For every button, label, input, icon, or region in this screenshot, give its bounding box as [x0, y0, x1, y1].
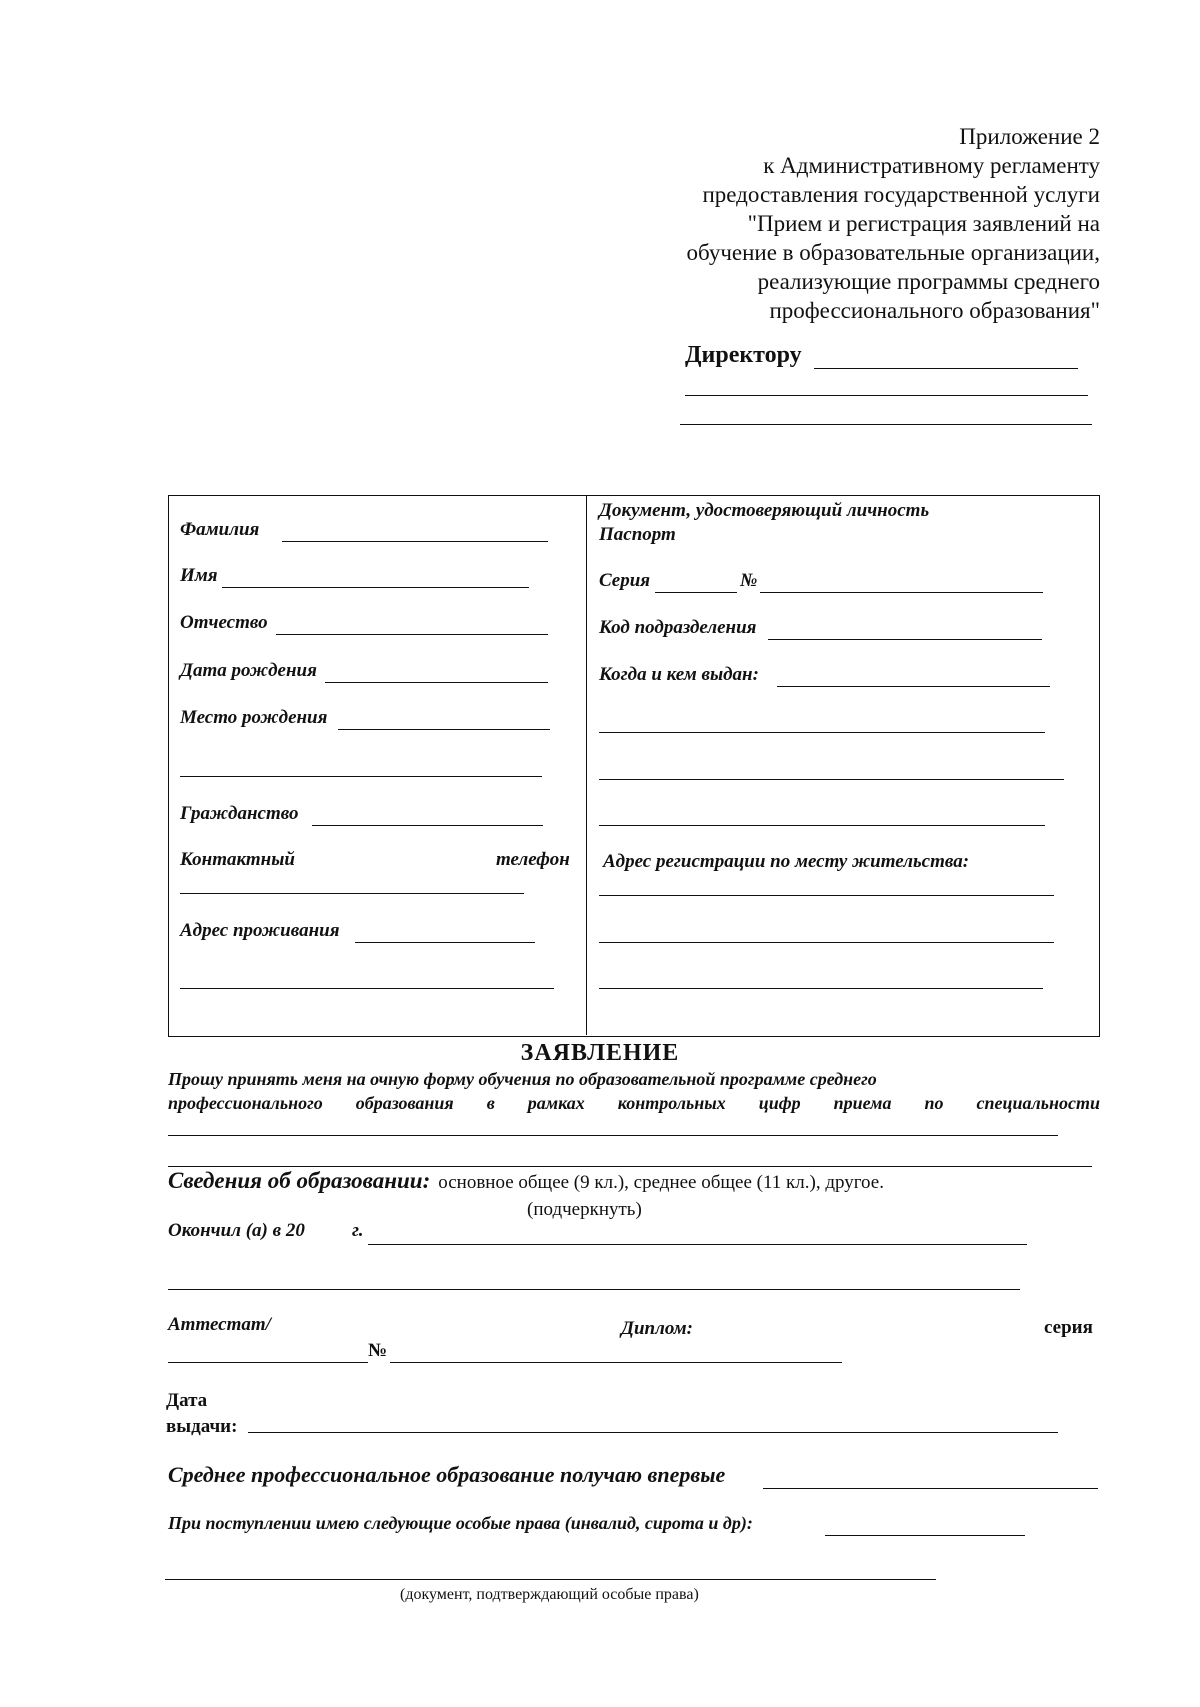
graduated-institution-field-line2[interactable] — [168, 1289, 1020, 1290]
patronymic-label: Отчество — [180, 612, 268, 633]
header-line: обучение в образовательные организации, — [686, 240, 1100, 265]
living-address-field[interactable] — [355, 942, 535, 943]
special-rights-caption: (документ, подтверждающий особые права) — [400, 1586, 699, 1603]
first-time-field[interactable] — [763, 1488, 1098, 1489]
statement-word: образования — [355, 1093, 454, 1113]
birth-place-label: Место рождения — [180, 707, 328, 728]
phone-field[interactable] — [180, 893, 524, 894]
statement-word: рамках — [527, 1093, 585, 1113]
certificate-series-field[interactable] — [168, 1362, 368, 1363]
registration-address-field[interactable] — [599, 895, 1054, 896]
certificate-number-field[interactable] — [390, 1362, 842, 1363]
statement-word: контрольных — [617, 1093, 726, 1113]
diploma-label: Диплом: — [621, 1318, 693, 1339]
passport-number-field[interactable] — [760, 592, 1043, 593]
series-label-2: серия — [1044, 1317, 1093, 1338]
specialty-field-line2[interactable] — [168, 1166, 1092, 1167]
birth-place-field[interactable] — [338, 729, 550, 730]
issue-date-line2: выдачи: — [166, 1416, 238, 1437]
surname-label: Фамилия — [180, 519, 260, 540]
statement-word: приема — [833, 1093, 892, 1113]
director-field-line3[interactable] — [680, 424, 1092, 425]
statement-word: по — [924, 1093, 944, 1113]
surname-field[interactable] — [282, 541, 548, 542]
special-rights-document-field[interactable] — [165, 1579, 936, 1580]
education-hint: (подчеркнуть) — [527, 1199, 642, 1220]
citizenship-label: Гражданство — [180, 803, 299, 824]
living-address-label: Адрес проживания — [180, 920, 340, 941]
director-field[interactable] — [814, 368, 1078, 369]
passport-label: Паспорт — [599, 524, 676, 545]
statement-word: цифр — [758, 1093, 801, 1113]
specialty-field[interactable] — [168, 1135, 1058, 1136]
birth-place-field-line2[interactable] — [180, 776, 542, 777]
statement-title: ЗАЯВЛЕНИЕ — [520, 1040, 680, 1066]
graduated-label: Окончил (а) в 20 — [168, 1220, 305, 1241]
birth-date-label: Дата рождения — [180, 660, 317, 681]
division-code-field[interactable] — [768, 639, 1042, 640]
citizenship-field[interactable] — [312, 825, 543, 826]
header-line: Приложение 2 — [959, 124, 1100, 149]
series-label: Серия — [599, 570, 651, 591]
education-options: основное общее (9 кл.), среднее общее (11 кл.), другое. — [438, 1172, 884, 1193]
registration-address-field-line3[interactable] — [599, 988, 1043, 989]
education-label: Сведения об образовании: — [168, 1168, 431, 1193]
statement-word: профессионального — [168, 1093, 323, 1113]
header-line: предоставления государственной услуги — [702, 182, 1100, 207]
issue-date-field[interactable] — [248, 1432, 1058, 1433]
issue-date-line1: Дата — [166, 1390, 208, 1411]
statement-line1: Прошу принять меня на очную форму обучения по образовательной программе среднего — [168, 1069, 877, 1089]
header-line: "Прием и регистрация заявлений на — [747, 211, 1100, 236]
number-sign: № — [740, 570, 758, 591]
graduated-institution-field[interactable] — [368, 1244, 1027, 1245]
special-rights-field[interactable] — [825, 1535, 1025, 1536]
director-field-line2[interactable] — [685, 395, 1088, 396]
statement-word: в — [486, 1093, 495, 1113]
certificate-label: Аттестат/ — [168, 1314, 271, 1335]
registration-address-label: Адрес регистрации по месту жительства: — [603, 851, 970, 872]
header-line: профессионального образования" — [769, 298, 1100, 323]
first-time-label: Среднее профессиональное образование получаю впервые — [168, 1462, 726, 1487]
issue-date-label — [166, 1388, 237, 1440]
statement-line2 — [168, 1093, 1100, 1114]
division-code-label: Код подразделения — [599, 617, 757, 638]
name-field[interactable] — [222, 587, 529, 588]
special-rights-label: При поступлении имею следующие особые права (инвалид, сирота и др): — [168, 1513, 753, 1533]
contact-label: Контактный — [180, 849, 295, 870]
year-suffix: г. — [352, 1220, 364, 1241]
appendix-header — [687, 122, 1101, 325]
issued-by-field-line2[interactable] — [599, 732, 1045, 733]
issued-by-label: Когда и кем выдан: — [599, 664, 759, 685]
phone-label: телефон — [496, 849, 570, 870]
issued-by-field[interactable] — [777, 686, 1050, 687]
issued-by-field-line4[interactable] — [599, 825, 1045, 826]
registration-address-field-line2[interactable] — [599, 942, 1054, 943]
series-field[interactable] — [655, 592, 737, 593]
director-label: Директору — [685, 342, 802, 368]
table-divider — [586, 495, 587, 1035]
header-line: реализующие программы среднего — [757, 269, 1100, 294]
birth-date-field[interactable] — [325, 682, 548, 683]
name-label: Имя — [180, 565, 218, 586]
living-address-field-line2[interactable] — [180, 988, 554, 989]
issued-by-field-line3[interactable] — [599, 779, 1064, 780]
header-line: к Административному регламенту — [763, 153, 1100, 178]
certificate-number-sign: № — [368, 1340, 388, 1361]
statement-word: специальности — [976, 1093, 1100, 1113]
patronymic-field[interactable] — [276, 634, 548, 635]
id-document-label: Документ, удостоверяющий личность — [599, 500, 930, 521]
education-row — [168, 1168, 884, 1194]
